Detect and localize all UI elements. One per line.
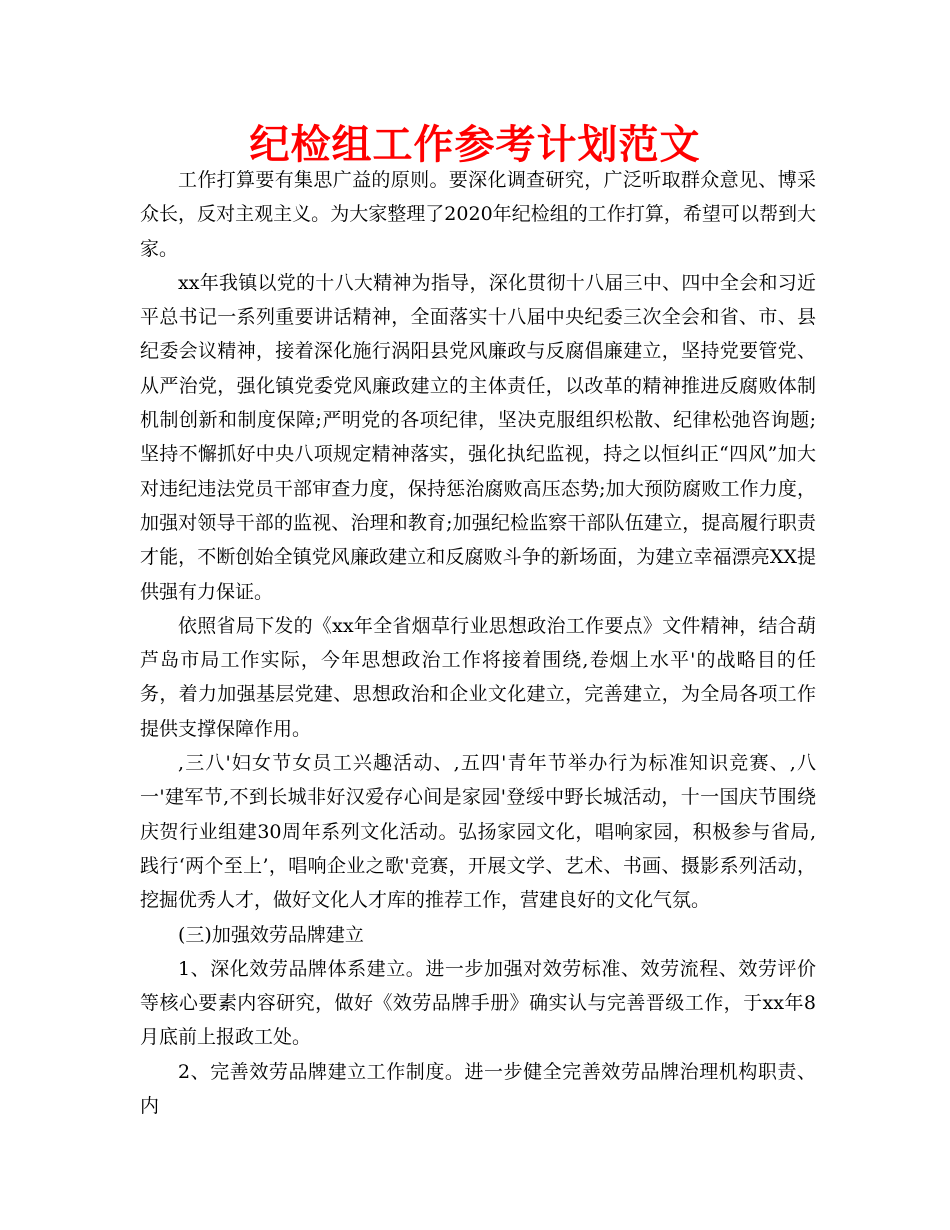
paragraph: 工作打算要有集思广益的原则。要深化调查研究，广泛听取群众意见、博采众长，反对主观主义。为大家整理了2020年纪检组的工作打算，希望可以帮到大家。 (140, 169, 816, 260)
paragraph: 依照省局下发的《xx年全省烟草行业思想政治工作要点》文件精神，结合葫芦岛市局工作实际，今年思想政治工作将接着围绕,卷烟上水平'的战略目的任务，着力加强基层党建、思想政治和企业文化建立，完善建立，为全局各项工作提供支撑保障作用。 (140, 614, 816, 740)
paragraph: 2、完善效劳品牌建立工作制度。进一步健全完善效劳品牌治理机构职责、内 (140, 1060, 816, 1118)
paragraph: ,三八'妇女节女员工兴趣活动、,五四'青年节举办行为标准知识竞赛、,八一'建军节,不到长城非好汉爱存心间是家园'登绥中野长城活动，十一国庆节围绕庆贺行业组建30周年系列文化活动。弘扬家园文化，唱响家园，积极参与省局,践行‘两个至上’，唱响企业之歌'竞赛，开展文学、艺术、书画、摄影系列活动，挖掘优秀人才，做好文化人才库的推荐工作，营建良好的文化气氛。 (140, 752, 816, 912)
paragraph: 1、深化效劳品牌体系建立。进一步加强对效劳标准、效劳流程、效劳评价等核心要素内容研究，做好《效劳品牌手册》确实认与完善晋级工作，于xx年8月底前上报政工处。 (140, 957, 816, 1049)
paragraph: xx年我镇以党的十八大精神为指导，深化贯彻十八届三中、四中全会和习近平总书记一系列重要讲话精神，全面落实十八届中央纪委三次全会和省、市、县纪委会议精神，接着深化施行涡阳县党风廉政与反腐倡廉建立，坚持党要管党、从严治党，强化镇党委党风廉政建立的主体责任，以改革的精神推进反腐败体制机制创新和制度保障;严明党的各项纪律，坚决克服组织松散、纪律松弛咨询题;坚持不懈抓好中央八项规定精神落实，强化执纪监视，持之以恒纠正“四风”加大对违纪违法党员干部审查力度，保持惩治腐败高压态势;加大预防腐败工作力度，加强对领导干部的监视、治理和教育;加强纪检监察干部队伍建立，提高履行职责才能，不断创始全镇党风廉政建立和反腐败斗争的新场面，为建立幸福漂亮XX提供强有力保证。 (140, 271, 816, 603)
document-body (140, 163, 816, 1123)
document-title: 纪检组工作参考计划范文 (249, 122, 701, 168)
section-heading: (三)加强效劳品牌建立 (178, 923, 364, 946)
